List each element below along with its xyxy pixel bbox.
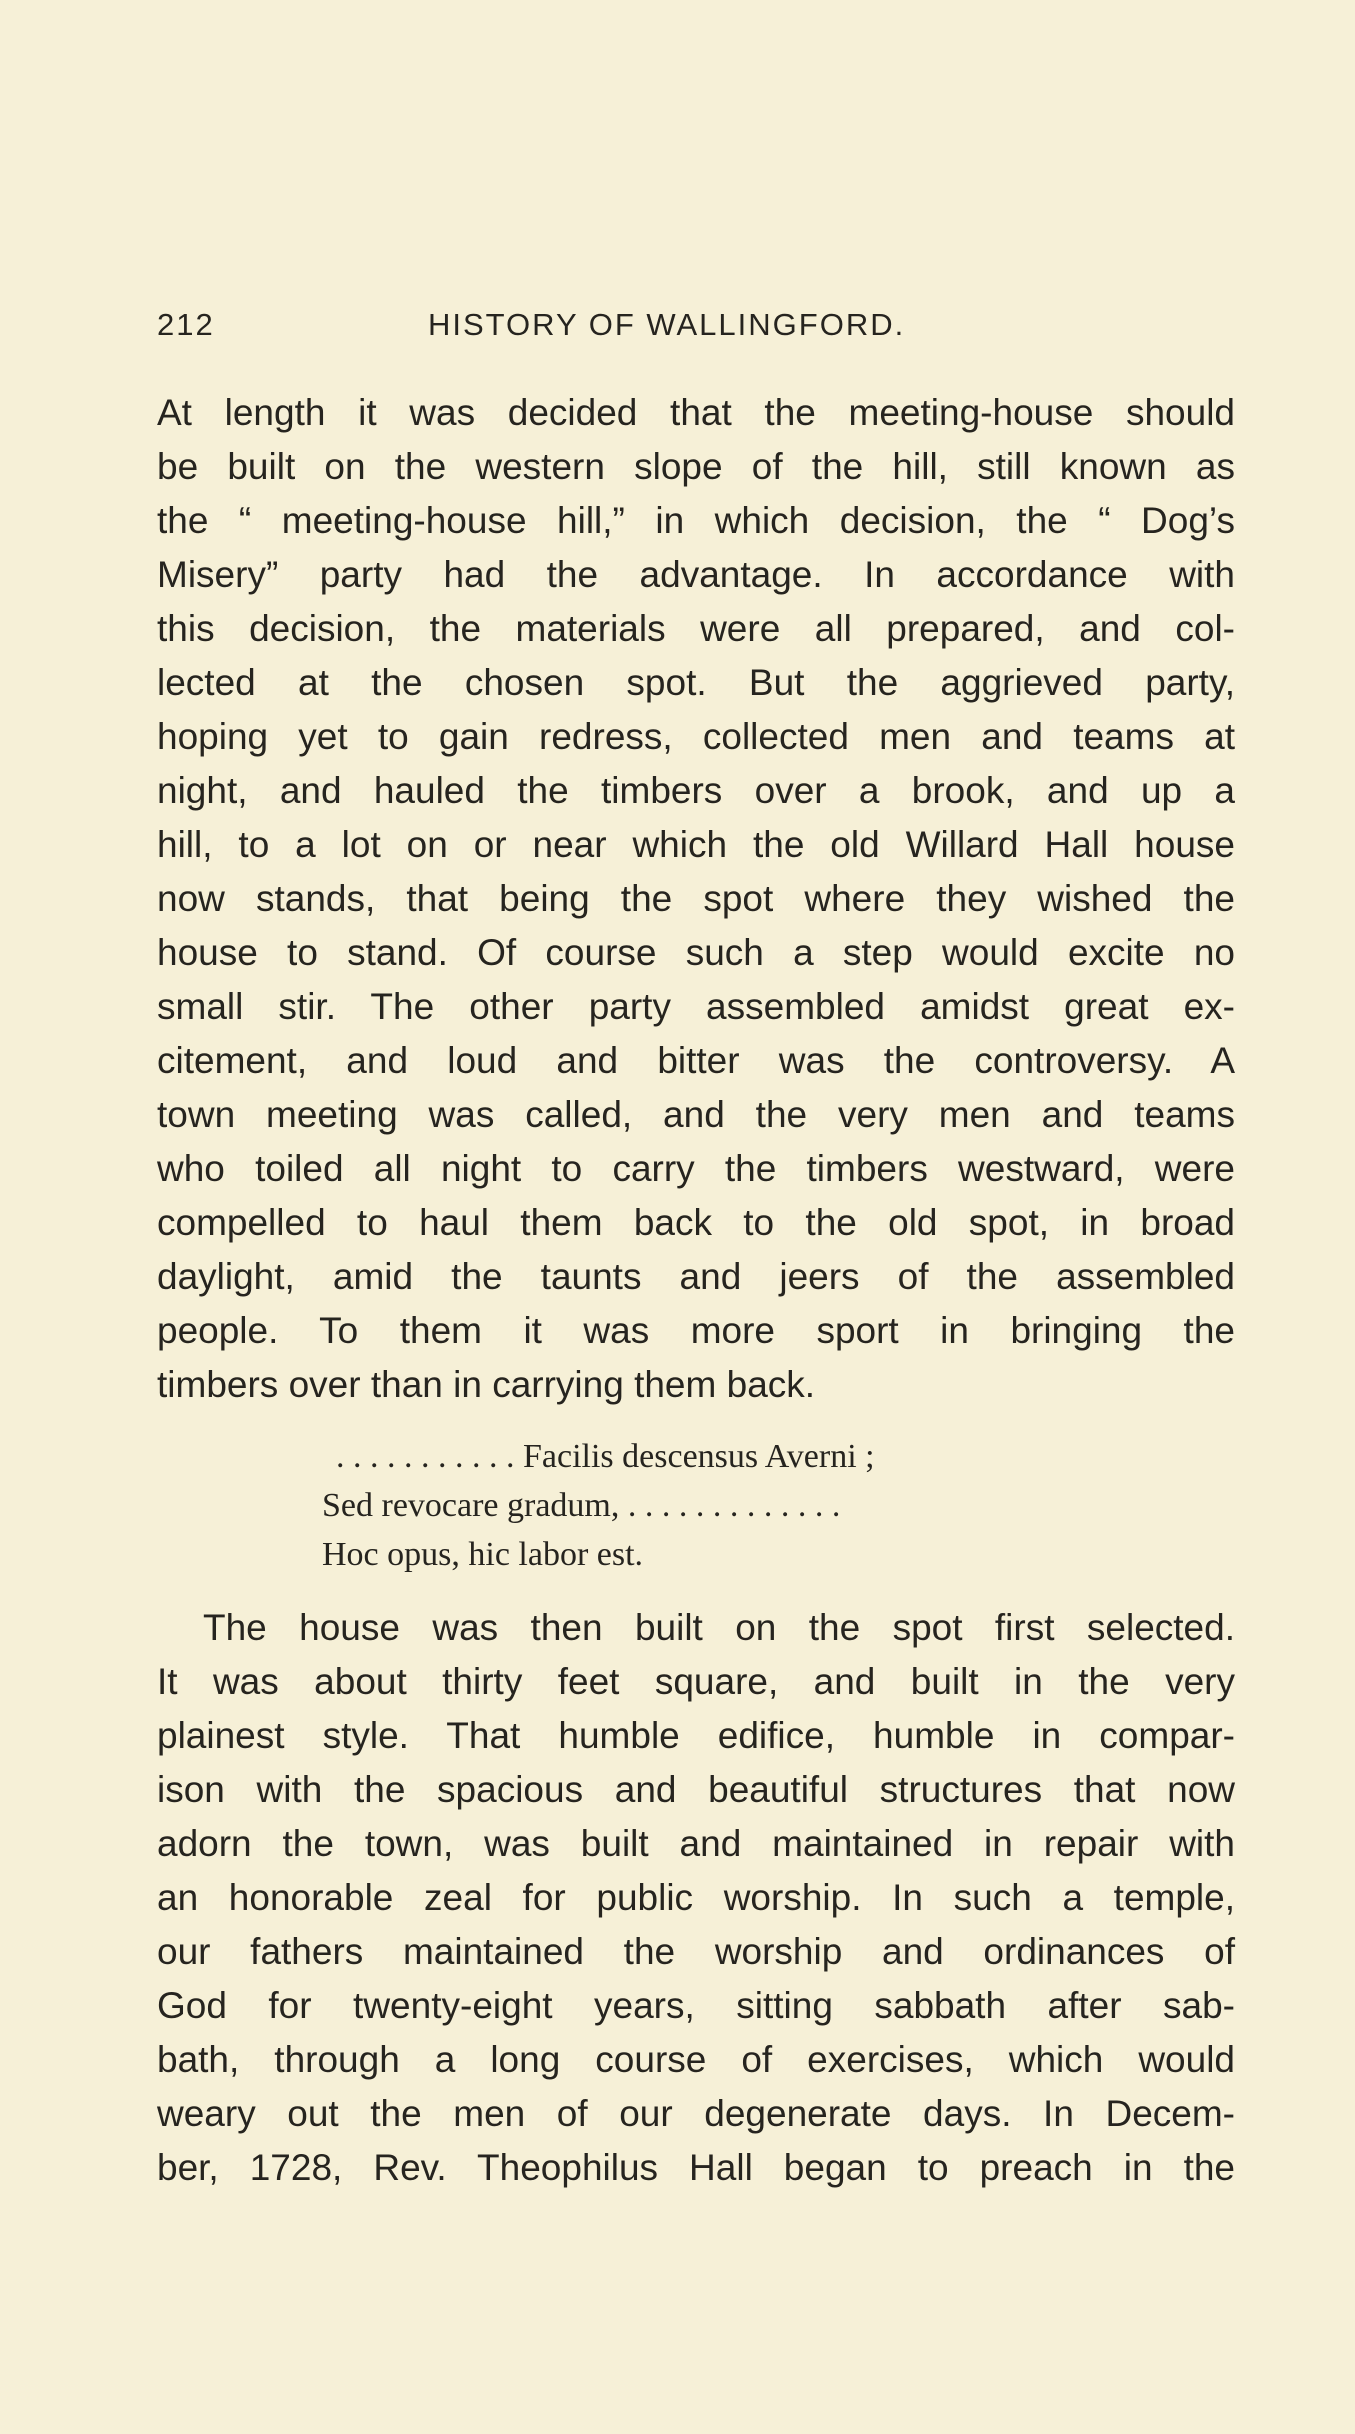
text-line: plainest style. That humble edifice, humble in compar- xyxy=(157,1715,1235,1756)
text-line: The house was then built on the spot first selected. xyxy=(203,1607,1235,1648)
page-header xyxy=(157,307,1233,351)
text-line: an honorable zeal for public worship. In such a temple, xyxy=(157,1877,1235,1918)
quotation-line: . . . . . . . . . . . Facilis descensus Averni ; xyxy=(336,1438,875,1475)
text-line: ber, 1728, Rev. Theophilus Hall began to preach in the xyxy=(157,2147,1235,2188)
text-line: night, and hauled the timbers over a brook, and up a xyxy=(157,770,1235,811)
text-line: town meeting was called, and the very men and teams xyxy=(157,1094,1235,1135)
text-line: small stir. The other party assembled amidst great ex- xyxy=(157,986,1235,1027)
paragraph-1 xyxy=(157,386,1235,1412)
text-line: compelled to haul them back to the old spot, in broad xyxy=(157,1202,1235,1243)
text-line: who toiled all night to carry the timbers westward, were xyxy=(157,1148,1235,1189)
text-line: bath, through a long course of exercises, which would xyxy=(157,2039,1235,2080)
quotation-line: Hoc opus, hic labor est. xyxy=(322,1536,644,1573)
text-line: the “ meeting-house hill,” in which decision, the “ Dog’s xyxy=(157,500,1235,541)
text-line: adorn the town, was built and maintained in repair with xyxy=(157,1823,1235,1864)
text-line: house to stand. Of course such a step would excite no xyxy=(157,932,1235,973)
text-line: lected at the chosen spot. But the aggrieved party, xyxy=(157,662,1235,703)
text-line: God for twenty-eight years, sitting sabbath after sab- xyxy=(157,1985,1235,2026)
text-line: weary out the men of our degenerate days. In Decem- xyxy=(157,2093,1235,2134)
text-line: be built on the western slope of the hill, still known as xyxy=(157,446,1235,487)
text-line: hill, to a lot on or near which the old Willard Hall house xyxy=(157,824,1235,865)
running-title: HISTORY OF WALLINGFORD. xyxy=(428,307,906,342)
text-line: timbers over than in carrying them back. xyxy=(157,1364,816,1405)
text-line: people. To them it was more sport in bringing the xyxy=(157,1310,1235,1351)
text-line: ison with the spacious and beautiful structures that now xyxy=(157,1769,1235,1810)
text-line: daylight, amid the taunts and jeers of the assembled xyxy=(157,1256,1235,1297)
text-line: our fathers maintained the worship and ordinances of xyxy=(157,1931,1235,1972)
text-line: now stands, that being the spot where they wished the xyxy=(157,878,1235,919)
text-line: hoping yet to gain redress, collected men and teams at xyxy=(157,716,1235,757)
page-number: 212 xyxy=(157,307,215,342)
quotation-line: Sed revocare gradum, . . . . . . . . . . . . . xyxy=(322,1487,841,1524)
text-line: It was about thirty feet square, and built in the very xyxy=(157,1661,1235,1702)
text-line: At length it was decided that the meeting-house should xyxy=(157,392,1235,433)
paragraph-2 xyxy=(157,1601,1235,2195)
text-line: citement, and loud and bitter was the controversy. A xyxy=(157,1040,1235,1081)
text-line: Misery” party had the advantage. In accordance with xyxy=(157,554,1235,595)
text-line: this decision, the materials were all prepared, and col- xyxy=(157,608,1235,649)
